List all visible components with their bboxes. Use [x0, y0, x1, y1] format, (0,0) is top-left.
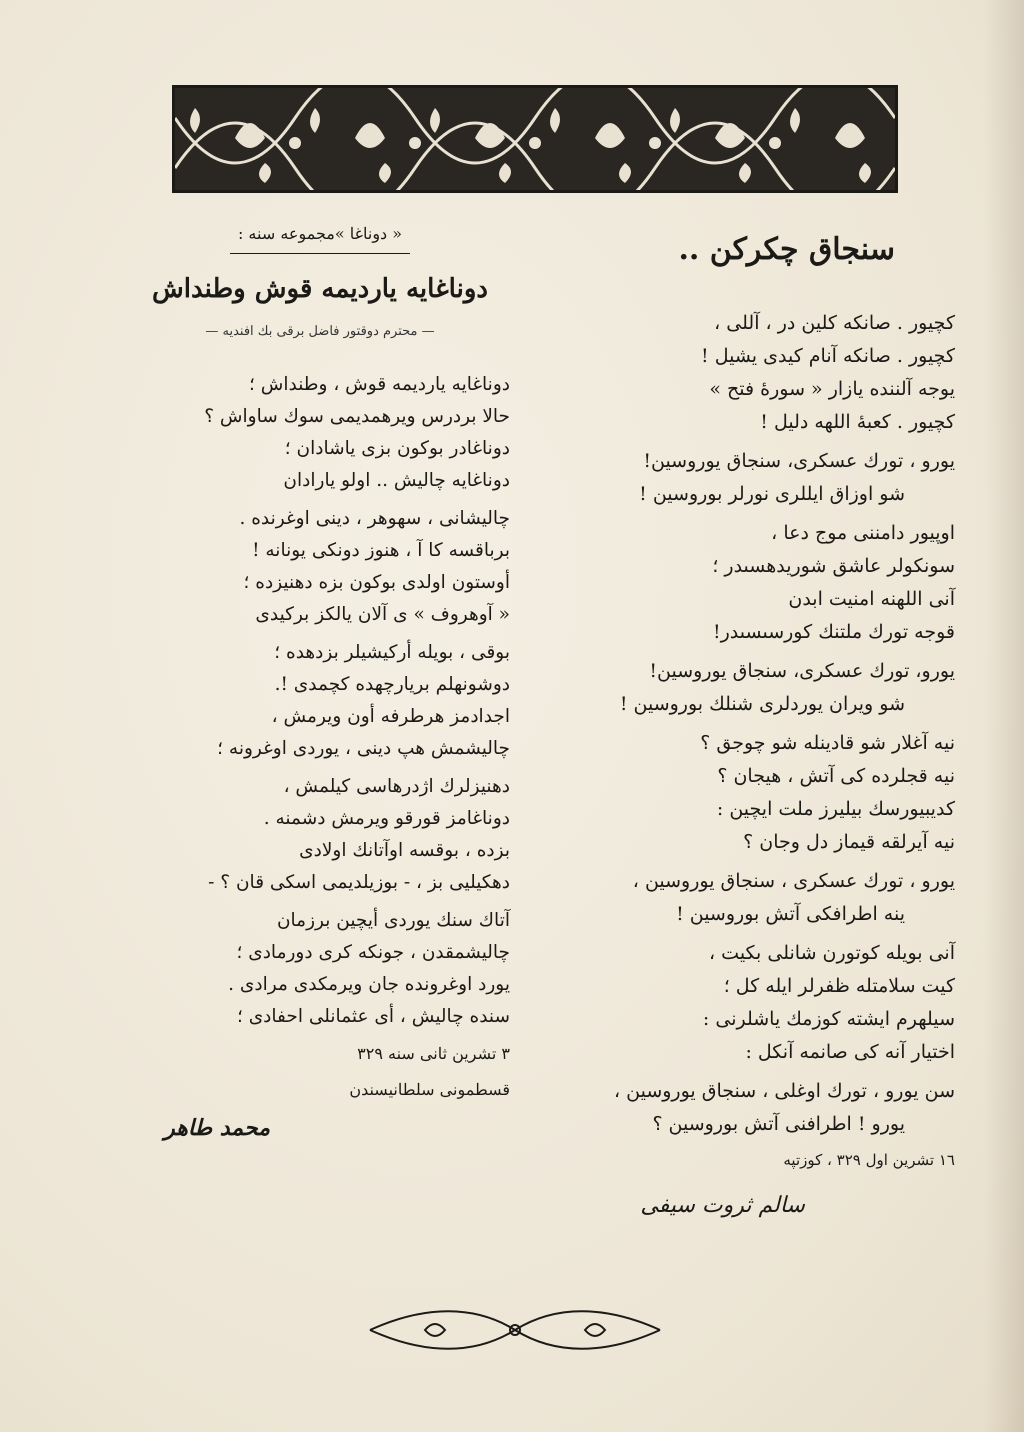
poem-body [130, 369, 510, 1033]
refrain-line: يورو ! اطرافنى آتش بوروسين ؟ [652, 1113, 905, 1135]
refrain [560, 655, 955, 721]
verse-line: نيه آغلار شو قادينله شو چوجق ؟ [700, 732, 955, 754]
verse-line: يوجه آلننده يازار « سورهٔ فتح » [709, 378, 955, 400]
verse-line: دهنيزلرك اژدرهاسى كيلمش ، [283, 776, 510, 797]
verse-line: يورد اوغرونده جان ويرمكدى مرادى . [228, 974, 510, 995]
decorative-flourish-ornament [365, 1300, 665, 1360]
poem-place: قسطمونى سلطانيسندن [349, 1080, 510, 1099]
verse-line: چاليشانى ، سهوهر ، دينى اوغرنده . [239, 508, 510, 529]
refrain [560, 1075, 955, 1141]
refrain [560, 865, 955, 931]
stanza [560, 937, 955, 1069]
poem-title: سنجاق چكركن .. [678, 232, 895, 267]
stanza [130, 771, 510, 899]
refrain-line: يورو ، تورك عسكرى ، سنجاق يوروسين ، [632, 870, 955, 892]
verse-line: كديبيورسك بيليرز ملت ايچين : [716, 798, 955, 820]
page-spine-shadow [984, 0, 1024, 1432]
stanza [130, 637, 510, 765]
verse-line: دوناغايه چاليش .. اولو يارادان [283, 470, 510, 491]
refrain-line: سن يورو ، تورك اوغلى ، سنجاق يوروسين ، [613, 1080, 955, 1102]
verse-line: دوشونهلم بريارچهده كچمدى !. [274, 674, 510, 695]
verse-line: نيه آيرلقه قيماز دل وجان ؟ [743, 831, 955, 853]
refrain [560, 445, 955, 511]
refrain-line: شو اوزاق ايللرى نورلر بوروسين ! [639, 483, 905, 505]
refrain-line: يورو، تورك عسكرى، سنجاق يوروسين! [649, 660, 955, 682]
verse-line: كچيور . صانكه آنام كيدى يشيل ! [701, 345, 955, 367]
verse-line: سونكولر عاشق شوريدهسىدر ؛ [712, 555, 955, 577]
verse-line: برباقسه كا آ ، هنوز دونكى يونانه ! [252, 540, 510, 561]
verse-line: بوقى ، بويله أركيشيلر بزدهده ؛ [274, 642, 510, 663]
left-column-poem [130, 220, 510, 1141]
verse-line: آنى اللهنه امنيت ابدن [788, 588, 955, 610]
ornamental-header-banner [172, 85, 898, 193]
verse-line: سنده چاليش ، أى عثمانلى احفادى ؛ [236, 1006, 510, 1027]
verse-line: چاليشمقدن ، جونكه كرى دورمادى ؛ [236, 942, 510, 963]
verse-line: بزده ، بوقسه اوآتانك اولادى [299, 840, 510, 861]
author-signature: محمد طاهر [164, 1115, 270, 1141]
verse-line: سيلهرم ايشته كوزمك ياشلرنى : [702, 1008, 955, 1030]
stanza [130, 905, 510, 1033]
verse-line: آتاك سنك يوردى أيچين برزمان [276, 910, 510, 931]
header-divider [230, 253, 410, 254]
verse-line: أوستون اولدى بوكون بزه دهنيزده ؛ [243, 572, 510, 593]
refrain-line: ينه اطرافكى آتش بوروسين ! [676, 903, 905, 925]
verse-line: دوناغايه يارديمه قوش ، وطنداش ؛ [249, 374, 510, 395]
right-column-poem [560, 220, 955, 1218]
verse-line: دهكيليى بز ، - بوزيلديمى اسكى قان ؟ - [208, 872, 510, 893]
verse-line: دوناغادر بوكون بزى ياشادان ؛ [284, 438, 510, 459]
stanza [560, 727, 955, 859]
stanza [560, 517, 955, 649]
verse-line: قوجه تورك ملتنك كورسىسىدر! [713, 621, 955, 643]
verse-line: كيت سلامتله ظفرلر ايله كل ؛ [723, 975, 955, 997]
stanza [560, 307, 955, 439]
stanza [130, 503, 510, 631]
verse-line: كچيور . كعبهٔ اللهه دليل ! [760, 411, 955, 433]
verse-line: چاليشمش هپ دينى ، يوردى اوغرونه ؛ [217, 738, 510, 759]
verse-line: « آوهروف » ى آلان يالكز بركيدى [255, 604, 510, 625]
poem-dateline: ١٦ تشرين اول ٣٢٩ ، كوزتپه [783, 1151, 955, 1169]
verse-line: آنى بويله كوتورن شانلى بكيت ، [709, 942, 955, 964]
poem-title: دوناغايه يارديمه قوش وطنداش [152, 274, 488, 304]
verse-line: اجدادمز هرطرفه أون ويرمش ، [271, 706, 510, 727]
stanza [130, 369, 510, 497]
verse-line: دوناغامز قورقو ويرمش دشمنه . [263, 808, 510, 829]
verse-line: كچيور . صانكه كلين در ، آللى ، [714, 312, 955, 334]
verse-line: حالا بردرس ويرهمديمى سوك ساواش ؟ [204, 406, 510, 427]
dedication-line: — محترم دوقتور فاضل برقى بك افنديه — [205, 324, 435, 339]
refrain-line: يورو ، تورك عسكرى، سنجاق يوروسين! [643, 450, 955, 472]
verse-line: نيه قجلرده كى آتش ، هيجان ؟ [717, 765, 955, 787]
magazine-reference: « دوناغا »مجموعه سنه : [237, 224, 403, 243]
verse-line: اختيار آنه كى صانمه آنكل : [745, 1041, 955, 1063]
refrain-line: شو ويران يوردلرى شنلك بوروسين ! [619, 693, 905, 715]
poem-dateline: ٣ تشرين ثانى سنه ٣٢٩ [357, 1044, 510, 1063]
floral-arabesque-pattern [175, 88, 895, 190]
author-signature: سالم ثروت سيفى [640, 1193, 805, 1218]
verse-line: اوپيور دامننى موج دعا ، [771, 522, 955, 544]
